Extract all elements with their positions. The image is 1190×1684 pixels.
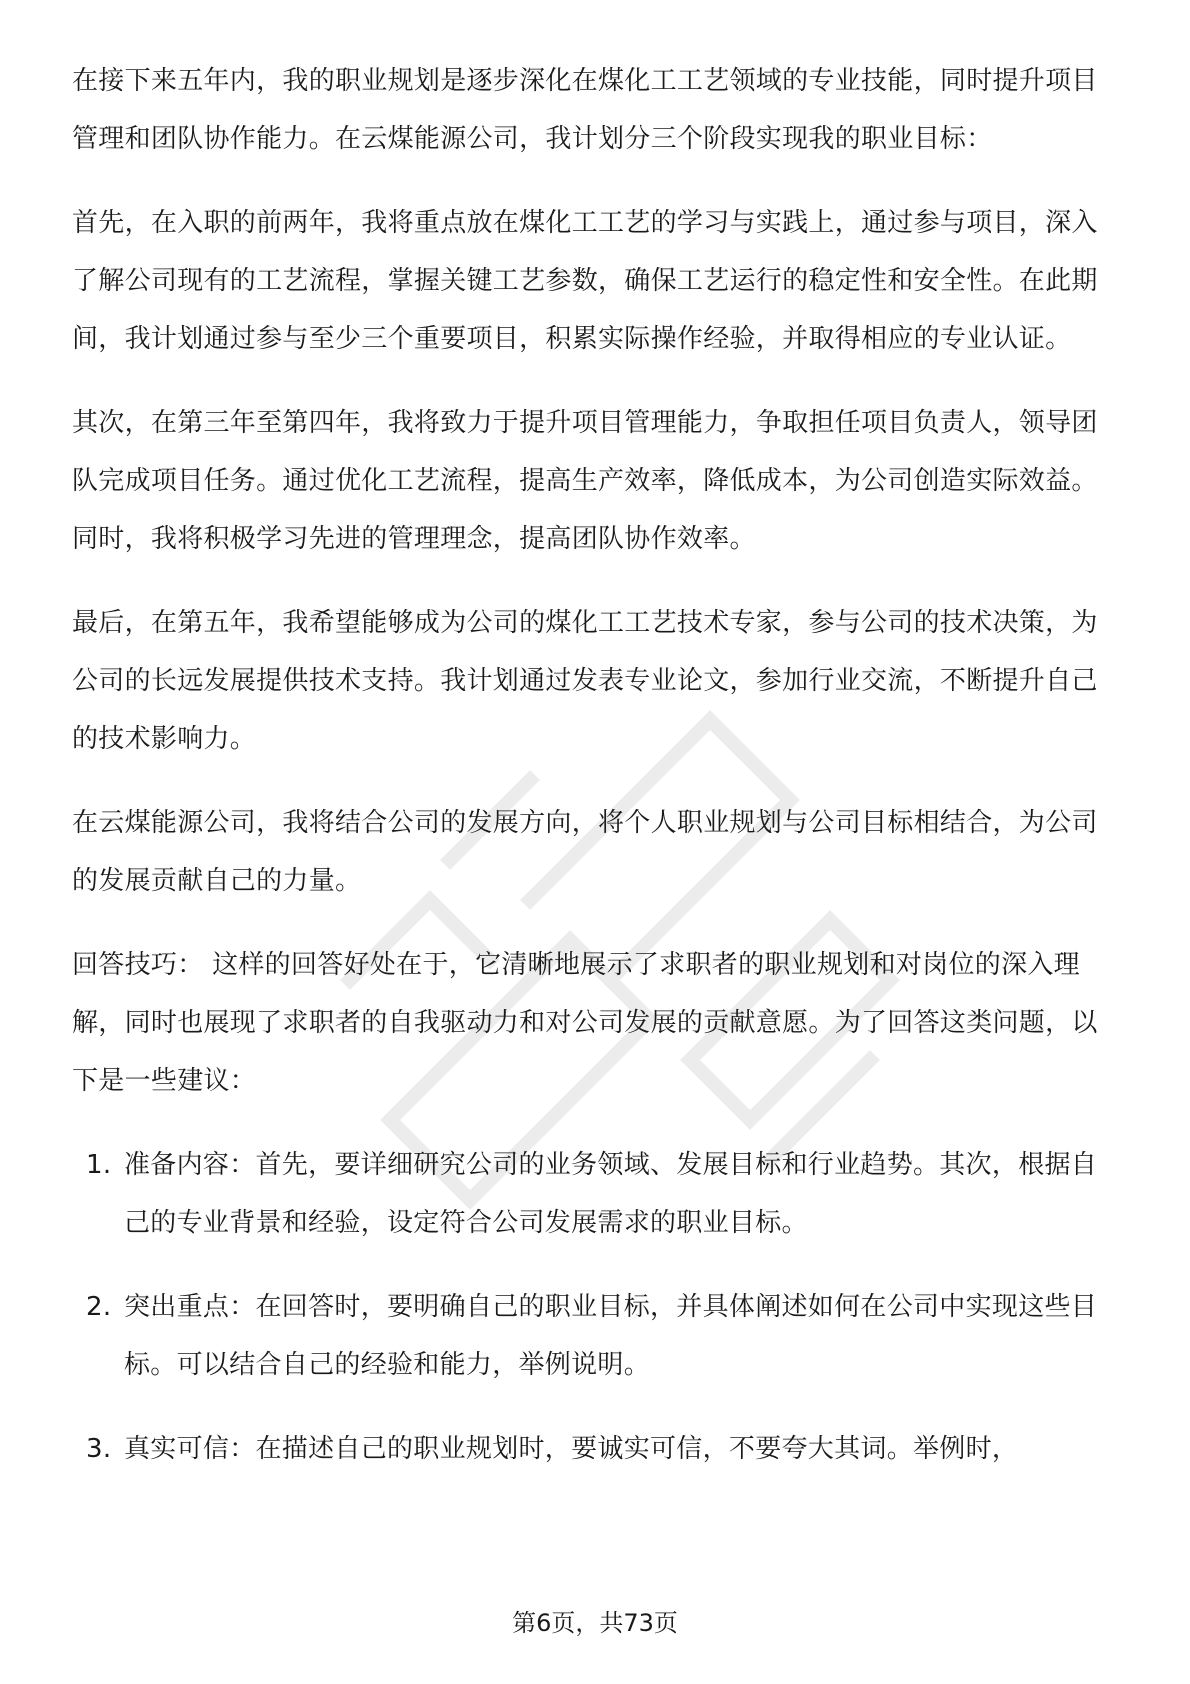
tips-list [72, 1136, 1122, 1478]
list-item-number: 1. [86, 1150, 112, 1180]
paragraph-stage-two: 其次，在第三年至第四年，我将致力于提升项目管理能力，争取担任项目负责人，领导团队完成项目任务。通过优化工艺流程，提高生产效率，降低成本，为公司创造实际效益。同时，我将积极学习先进的管理理念，提高团队协作效率。 [72, 408, 1098, 554]
document-body [72, 52, 1122, 1504]
paragraph-career-plan-intro: 在接下来五年内，我的职业规划是逐步深化在煤化工工艺领域的专业技能，同时提升项目管理和团队协作能力。在云煤能源公司，我计划分三个阶段实现我的职业目标： [72, 66, 1098, 154]
list-item [72, 1420, 1122, 1478]
list-item-text: 准备内容：首先，要详细研究公司的业务领域、发展目标和行业趋势。其次，根据自己的专业背景和经验，设定符合公司发展需求的职业目标。 [124, 1150, 1098, 1238]
list-item-text: 真实可信：在描述自己的职业规划时，要诚实可信，不要夸大其词。举例时， [124, 1434, 1019, 1464]
paragraph-stage-one: 首先，在入职的前两年，我将重点放在煤化工工艺的学习与实践上，通过参与项目，深入了解公司现有的工艺流程，掌握关键工艺参数，确保工艺运行的稳定性和安全性。在此期间，我计划通过参与至少三个重要项目，积累实际操作经验，并取得相应的专业认证。 [72, 208, 1098, 354]
list-item-text: 突出重点：在回答时，要明确自己的职业目标，并具体阐述如何在公司中实现这些目标。可以结合自己的经验和能力，举例说明。 [124, 1292, 1098, 1380]
paragraph-stage-three: 最后，在第五年，我希望能够成为公司的煤化工工艺技术专家，参与公司的技术决策，为公司的长远发展提供技术支持。我计划通过发表专业论文，参加行业交流，不断提升自己的技术影响力。 [72, 608, 1098, 754]
list-item-number: 3. [86, 1434, 112, 1464]
paragraph-answer-tips: 回答技巧： 这样的回答好处在于，它清晰地展示了求职者的职业规划和对岗位的深入理解，同时也展现了求职者的自我驱动力和对公司发展的贡献意愿。为了回答这类问题，以下是一些建议： [72, 950, 1098, 1096]
list-item [72, 1136, 1122, 1252]
list-item-number: 2. [86, 1292, 112, 1322]
page-number-footer: 第6页，共73页 [512, 1609, 678, 1637]
paragraph-company-alignment: 在云煤能源公司，我将结合公司的发展方向，将个人职业规划与公司目标相结合，为公司的发展贡献自己的力量。 [72, 808, 1098, 896]
list-item [72, 1278, 1122, 1394]
